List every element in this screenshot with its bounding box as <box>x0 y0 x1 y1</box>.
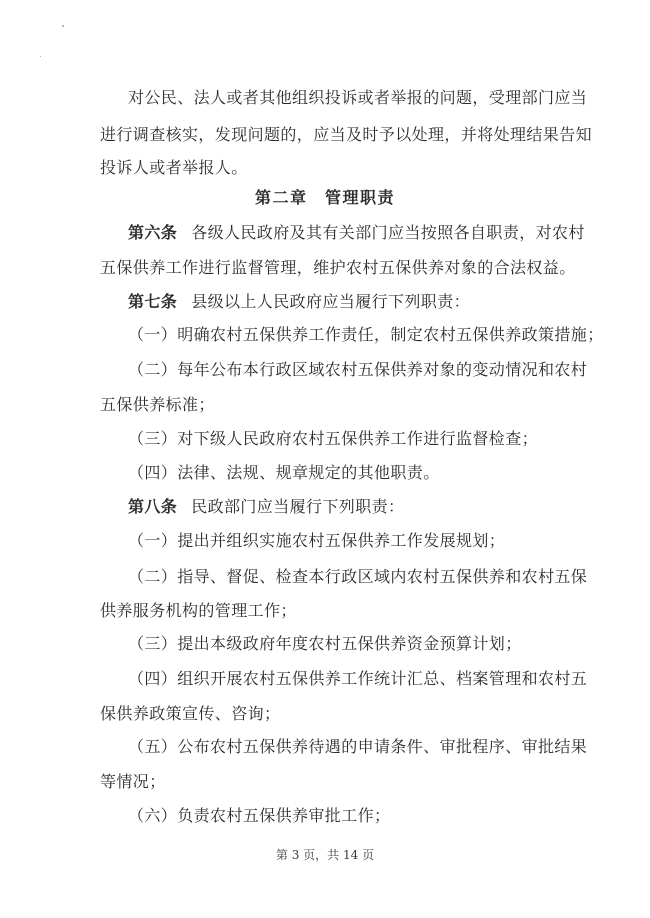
list-item-continuation: 五保供养标准； <box>100 395 215 414</box>
page-number-footer: 第 3 页，共 14 页 <box>275 848 375 862</box>
article-text: 各级人民政府及其有关部门应当按照各自职责，对农村 <box>191 223 585 242</box>
list-item: （四）组织开展农村五保供养工作统计汇总、档案管理和农村五 <box>128 669 588 688</box>
list-item: （六）负责农村五保供养审批工作； <box>128 806 391 825</box>
article-text: 县级以上人民政府应当履行下列职责： <box>191 292 471 311</box>
list-item: （二）每年公布本行政区域农村五保供养对象的变动情况和农村 <box>128 360 588 379</box>
chapter-title: 第二章 管理职责 <box>254 188 395 207</box>
article-number: 第八条 <box>128 497 178 516</box>
article-text: 民政部门应当履行下列职责： <box>191 497 405 516</box>
list-item: （二）指导、督促、检查本行政区域内农村五保供养和农村五保 <box>128 567 588 586</box>
list-item-continuation: 等情况； <box>100 772 166 791</box>
list-item: （三）提出本级政府年度农村五保供养资金预算计划； <box>128 634 522 653</box>
list-item: （五）公布农村五保供养待遇的申请条件、审批程序、审批结果 <box>128 737 588 756</box>
list-item-continuation: 保供养政策宣传、咨询； <box>100 704 281 723</box>
paragraph-line: 五保供养工作进行监督管理，维护农村五保供养对象的合法权益。 <box>100 258 576 277</box>
article-number: 第七条 <box>128 292 178 311</box>
article-8-line <box>0 496 650 518</box>
list-item: （一）提出并组织实施农村五保供养工作发展规划； <box>128 531 506 550</box>
list-item: （一）明确农村五保供养工作责任，制定农村五保供养政策措施； <box>128 325 604 344</box>
scan-speck <box>62 25 64 27</box>
paragraph-line: 进行调查核实，发现问题的，应当及时予以处理，并将处理结果告知 <box>100 125 593 144</box>
paragraph-line: 投诉人或者举报人。 <box>100 158 248 177</box>
article-7-line <box>0 291 650 313</box>
article-6-line <box>0 222 650 244</box>
article-number: 第六条 <box>128 223 178 242</box>
list-item: （四）法律、法规、规章规定的其他职责。 <box>128 463 440 482</box>
scan-speck <box>40 56 41 57</box>
list-item-continuation: 供养服务机构的管理工作； <box>100 601 297 620</box>
paragraph-line: 对公民、法人或者其他组织投诉或者举报的问题，受理部门应当 <box>128 88 588 107</box>
list-item: （三）对下级人民政府农村五保供养工作进行监督检查； <box>128 429 539 448</box>
